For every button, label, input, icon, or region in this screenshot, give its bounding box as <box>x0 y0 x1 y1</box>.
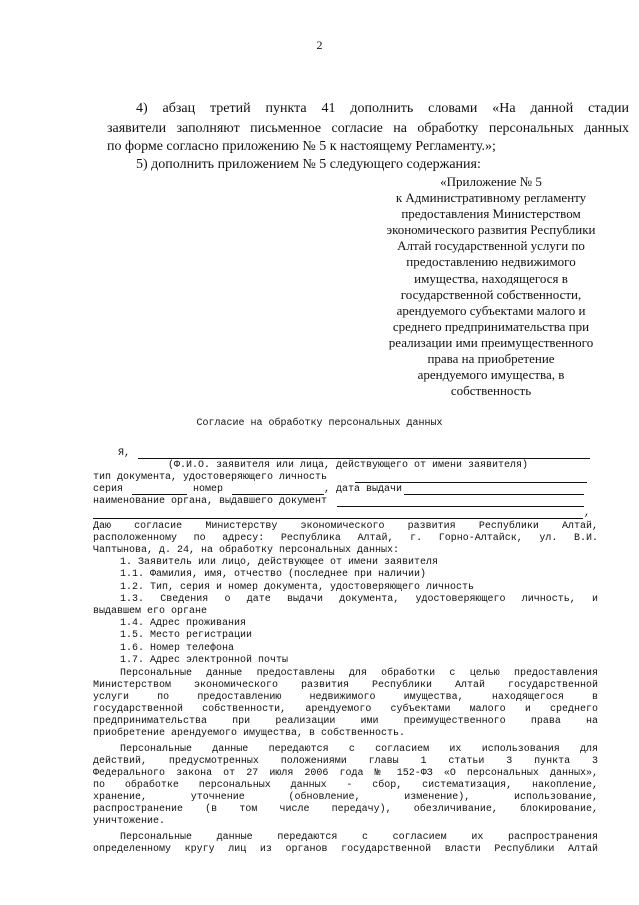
appendix-heading-line: права на приобретение <box>427 351 555 367</box>
list-item: 1. Заявитель или лицо, действующее от имени заявителя <box>120 557 439 568</box>
amendment-item-4-line-3: по форме согласно приложению № 5 к настоящему Регламенту.»; <box>107 139 496 154</box>
consent-text-line: Чаптынова, д. 24, на обработку персональных данных: <box>93 545 400 556</box>
appendix-heading-line: государственной собственности, <box>400 286 582 302</box>
fio-field-line <box>138 458 590 459</box>
appendix-heading-line: арендуемого имущества, в <box>417 367 565 383</box>
consent-text-line: расположенному по адресу: Республика Алтай, г. Горно-Алтайск, ул. В.И. <box>93 533 598 544</box>
series-label: серия <box>93 484 124 495</box>
appendix-heading-line: предоставления Министерством <box>401 206 581 222</box>
consent-form-title: Согласие на обработку персональных данных <box>196 418 443 429</box>
purpose-paragraph-line: приобретение арендуемого имущества, в собственность. <box>93 728 406 739</box>
usage-paragraph-line: Федерального закона от 27 июля 2006 года № 152-ФЗ «О персональных данных», <box>93 768 598 779</box>
usage-paragraph-line: действий, предусмотренных положениями главы 1 статьи 3 пункта 3 <box>93 756 598 767</box>
list-item: 1.7. Адрес электронной почты <box>120 655 289 666</box>
list-item: 1.5. Место регистрации <box>120 630 253 641</box>
appendix-heading-line: собственность <box>450 383 532 399</box>
fio-label: Я, <box>118 448 131 459</box>
list-item: 1.6. Номер телефона <box>120 643 235 654</box>
purpose-paragraph-line: Персональные данные предоставлены для обработки с целью предоставления <box>120 668 598 679</box>
issuer-label: наименование органа, выдавшего документ <box>93 496 328 507</box>
issuer-field-line <box>337 506 584 507</box>
number-field-line <box>232 494 324 495</box>
usage-paragraph-line: уничтожение. <box>93 816 166 827</box>
appendix-heading-line: предоставлению недвижимого <box>406 254 576 270</box>
appendix-heading-line: среднего предпринимательства при <box>392 318 590 334</box>
usage-paragraph-line: хранение, уточнение (обновление, изменение), использование, <box>93 792 598 803</box>
fio-caption: (Ф.И.О. заявителя или лица, действующего от имени заявителя) <box>168 460 529 471</box>
appendix-heading-line: Алтай государственной услуги по <box>397 238 585 254</box>
issuer-field-line-2 <box>93 518 583 519</box>
purpose-paragraph-line: услуги по предоставлению недвижимого имущества, находящегося в <box>93 692 598 703</box>
list-item-continuation: выдавшем его органе <box>93 606 208 617</box>
distribution-paragraph-line: Персональные данные передаются с согласием их распространения <box>120 832 598 843</box>
amendment-item-4-line-2: заявители заполняют письменное согласие на обработку персональных данных <box>107 121 629 136</box>
usage-paragraph-line: распространение (в том числе передачу), обезличивание, блокирование, <box>93 804 598 815</box>
appendix-heading-line: экономического развития Республики <box>386 222 596 238</box>
consent-text-line: Даю согласие Министерству экономического развития Республики Алтай, <box>93 521 598 532</box>
number-label: номер <box>193 484 224 495</box>
purpose-paragraph-line: государственной собственности, арендуемого субъектами малого и среднего <box>93 704 598 715</box>
amendment-item-4-line-1: 4) абзац третий пункта 41 дополнить словами «На данной стадии <box>136 101 629 116</box>
list-item: 1.2. Тип, серия и номер документа, удостоверяющего личность <box>120 582 475 593</box>
appendix-heading <box>366 174 616 399</box>
page-number: 2 <box>316 38 323 52</box>
list-item: 1.4. Адрес проживания <box>120 618 247 629</box>
series-field-line <box>132 494 187 495</box>
purpose-paragraph-line: Министерством экономического развития Республики Алтай государственной <box>93 680 598 691</box>
list-item: 1.1. Фамилия, имя, отчество (последнее при наличии) <box>120 569 427 580</box>
appendix-heading-line: к Административному регламенту <box>395 190 587 206</box>
trailing-comma: , <box>584 508 591 519</box>
distribution-paragraph-line: определенному кругу лиц из органов государственной власти Республики Алтай <box>93 844 598 855</box>
appendix-heading-line: имущества, находящегося в <box>414 270 568 286</box>
usage-paragraph-line: по обработке персональных данных - сбор, систематизация, накопление, <box>93 780 598 791</box>
usage-paragraph-line: Персональные данные передаются с согласием их использования для <box>120 744 598 755</box>
doc-type-label: тип документа, удостоверяющего личность <box>93 472 328 483</box>
list-item: 1.3. Сведения о дате выдачи документа, удостоверяющего личность, и <box>120 594 598 605</box>
appendix-heading-line: арендуемого субъектами малого и <box>396 302 586 318</box>
doc-type-field-line <box>355 482 587 483</box>
issue-date-label: , дата выдачи <box>324 484 403 495</box>
appendix-heading-line: реализации ими преимущественного <box>388 334 594 350</box>
issue-date-field-line <box>404 494 584 495</box>
amendment-item-5-line-1: 5) дополнить приложением № 5 следующего содержания: <box>136 157 481 172</box>
purpose-paragraph-line: предпринимательства при реализации ими преимущественного права на <box>93 716 598 727</box>
appendix-heading-line: «Приложение № 5 <box>440 174 542 189</box>
